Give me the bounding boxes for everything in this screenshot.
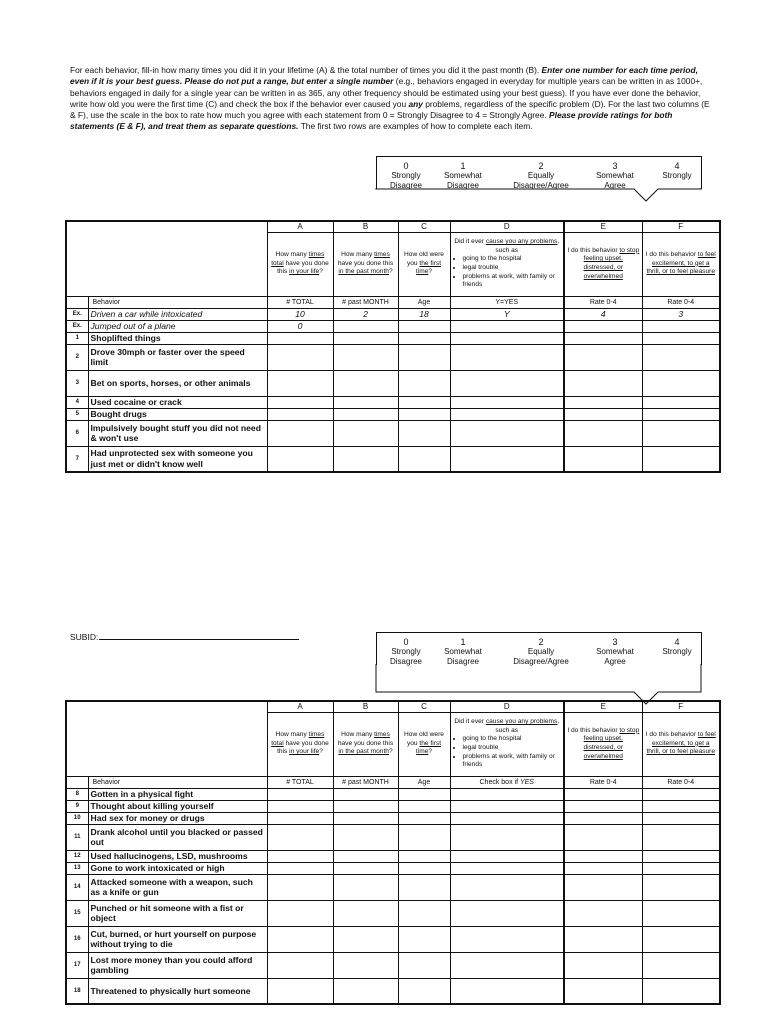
answer-cell-b[interactable] [333,344,398,370]
answer-cell-b[interactable] [333,788,398,800]
table-row [66,926,720,952]
table-row [66,420,720,446]
answer-cell-f[interactable] [642,978,720,1004]
scale-item-0: 0 Strongly Disagree [389,637,422,666]
table-row [66,900,720,926]
subhead-d: Check box if YES [450,776,564,788]
answer-cell-f[interactable] [642,396,720,408]
answer-cell-f[interactable] [642,926,720,952]
answer-cell-d[interactable] [450,850,564,862]
header-blank-cell [66,221,267,296]
answer-cell-c[interactable] [398,952,450,978]
answer-cell-d[interactable] [450,332,564,344]
row-number: 4 [66,396,88,408]
subid-input-line[interactable] [99,630,299,640]
example-row [66,308,720,320]
subhead-f: Rate 0-4 [642,776,720,788]
answer-cell-b[interactable] [333,850,398,862]
answer-cell-d[interactable] [450,812,564,824]
subhead-a: # TOTAL [267,776,333,788]
subid-field [70,630,299,642]
row-number: 9 [66,800,88,812]
answer-cell-e[interactable] [564,344,642,370]
instructions-paragraph [70,65,710,133]
answer-cell-b[interactable] [333,824,398,850]
row-number: 7 [66,446,88,472]
row-number: 17 [66,952,88,978]
answer-cell-e[interactable] [564,408,642,420]
behavior-label: Had unprotected sex with someone you just met or didn't know well [88,446,267,472]
table-row [66,396,720,408]
answer-cell-f[interactable] [642,420,720,446]
table-row [66,874,720,900]
answer-cell-d[interactable] [450,396,564,408]
answer-cell-a[interactable] [267,332,333,344]
answer-cell-f[interactable] [642,800,720,812]
answer-cell-d[interactable] [450,926,564,952]
answer-cell-b[interactable] [333,420,398,446]
answer-cell-a[interactable] [267,874,333,900]
answer-cell-a[interactable] [267,788,333,800]
table-row [66,800,720,812]
subhead-f: Rate 0-4 [642,296,720,308]
answer-cell-a[interactable] [267,926,333,952]
answer-cell-c [398,320,450,332]
answer-cell-c[interactable] [398,978,450,1004]
table-row [66,446,720,472]
answer-cell-c[interactable] [398,824,450,850]
col-b-description: How many times have you done this in the past month? [333,232,398,296]
answer-cell-b: 2 [333,308,398,320]
behavior-label: Thought about killing yourself [88,800,267,812]
col-letter-a: A [267,701,333,712]
answer-cell-e[interactable] [564,396,642,408]
answer-cell-f[interactable] [642,408,720,420]
behavior-label: Shoplifted things [88,332,267,344]
answer-cell-c[interactable] [398,812,450,824]
row-number: 8 [66,788,88,800]
answer-cell-e[interactable] [564,850,642,862]
answer-cell-c[interactable] [398,850,450,862]
answer-cell-f[interactable] [642,862,720,874]
answer-cell-f[interactable] [642,446,720,472]
header-blank-cell [66,701,267,776]
answer-cell-b[interactable] [333,952,398,978]
col-letter-c: C [398,701,450,712]
answer-cell-a[interactable] [267,396,333,408]
behavior-label: Driven a car while intoxicated [88,308,267,320]
scale-item-0: 0 Strongly Disagree [389,161,422,190]
answer-cell-a[interactable] [267,344,333,370]
answer-cell-e[interactable] [564,862,642,874]
answer-cell-b[interactable] [333,408,398,420]
answer-cell-b[interactable] [333,332,398,344]
answer-cell-d [450,320,564,332]
answer-cell-e[interactable] [564,874,642,900]
answer-cell-c[interactable] [398,862,450,874]
answer-cell-e[interactable] [564,978,642,1004]
answer-cell-c[interactable] [398,408,450,420]
answer-cell-b[interactable] [333,800,398,812]
table-row [66,824,720,850]
answer-cell-f[interactable] [642,824,720,850]
answer-cell-a[interactable] [267,446,333,472]
row-number: 5 [66,408,88,420]
scale-item-3: 3 Somewhat Agree [596,161,634,190]
answer-cell-e[interactable] [564,926,642,952]
subhead-e: Rate 0-4 [564,776,642,788]
table-row [66,408,720,420]
answer-cell-c[interactable] [398,344,450,370]
subhead-c: Age [398,296,450,308]
subhead-b: # past MONTH [333,776,398,788]
answer-cell-c[interactable] [398,370,450,396]
answer-cell-d[interactable] [450,408,564,420]
instructions-text-3: problems, regardless of the specific problem (D). For the last two columns (E & F), use the scale in the box to rate how much you agree with each statement from 0 = Strongly Disagree to 4 = Strongly Agree. [70,98,710,121]
behavior-label: Lost more money than you could afford gambling [88,952,267,978]
answer-cell-a[interactable] [267,420,333,446]
answer-cell-c[interactable] [398,420,450,446]
answer-cell-e[interactable] [564,370,642,396]
col-d-description: Did it ever cause you any problems, such as • going to the hospital • legal trouble • problems at work, with family or friends [450,232,564,296]
table-row [66,952,720,978]
answer-cell-d[interactable] [450,862,564,874]
answer-cell-f[interactable] [642,874,720,900]
col-f-description: I do this behavior to feel excitement, to get a thrill, or to feel pleasure [642,232,720,296]
answer-cell-f: 3 [642,308,720,320]
col-letter-b: B [333,701,398,712]
instructions-bold-2: any [408,98,423,109]
answer-cell-b[interactable] [333,862,398,874]
behavior-label: Jumped out of a plane [88,320,267,332]
answer-cell-d[interactable] [450,824,564,850]
table-row [66,344,720,370]
answer-cell-d: Y [450,308,564,320]
scale-item-3: 3 Somewhat Agree [596,637,634,666]
scale-item-4: 4 Strongly [662,161,692,180]
col-c-description: How old were you the first time? [398,232,450,296]
behavior-label: Attacked someone with a weapon, such as a knife or gun [88,874,267,900]
col-d-description: Did it ever cause you any problems, such as • going to the hospital • legal trouble • problems at work, with family or friends [450,712,564,776]
answer-cell-d[interactable] [450,420,564,446]
answer-cell-a[interactable] [267,850,333,862]
scale-item-2: 2 Equally Disagree/Agree [513,161,569,190]
col-b-description: How many times have you done this in the past month? [333,712,398,776]
answer-cell-a[interactable] [267,952,333,978]
row-number: 14 [66,874,88,900]
scale-item-2: 2 Equally Disagree/Agree [513,637,569,666]
answer-cell-c[interactable] [398,788,450,800]
example-row [66,320,720,332]
behavior-label: Drank alcohol until you blacked or passed out [88,824,267,850]
answer-cell-c[interactable] [398,874,450,900]
behavior-label: Had sex for money or drugs [88,812,267,824]
scale-item-1: 1 Somewhat Disagree [444,161,482,190]
col-f-description: I do this behavior to feel excitement, to get a thrill, or to feel pleasure [642,712,720,776]
table-row [66,332,720,344]
answer-cell-b[interactable] [333,874,398,900]
answer-cell-f[interactable] [642,344,720,370]
table-row [66,788,720,800]
behavior-label: Threatened to physically hurt someone [88,978,267,1004]
col-c-description: How old were you the first time? [398,712,450,776]
answer-cell-b[interactable] [333,978,398,1004]
answer-cell-e[interactable] [564,812,642,824]
rating-scale-box-2 [376,632,702,665]
row-number: 1 [66,332,88,344]
table-row [66,862,720,874]
behavior-label: Drove 30mph or faster over the speed limit [88,344,267,370]
row-number: 15 [66,900,88,926]
col-letter-f: F [642,701,720,712]
col-letter-d: D [450,221,564,232]
subhead-c: Age [398,776,450,788]
answer-cell-c[interactable] [398,446,450,472]
answer-cell-f[interactable] [642,788,720,800]
behavior-label: Cut, burned, or hurt yourself on purpose without trying to die [88,926,267,952]
instructions-text-4: The first two rows are examples of how to complete each item. [298,121,533,132]
answer-cell-f[interactable] [642,332,720,344]
table-row [66,812,720,824]
answer-cell-b[interactable] [333,370,398,396]
questionnaire-table-1 [65,220,721,473]
answer-cell-b[interactable] [333,900,398,926]
table-row [66,978,720,1004]
answer-cell-e[interactable] [564,446,642,472]
col-e-description: I do this behavior to stop feeling upset, distressed, or overwhelmed [564,712,642,776]
instructions-bold-3: Please provide ratings for both statements (E & F), and treat them as separate questions. [70,110,673,132]
row-number: 3 [66,370,88,396]
answer-cell-e: 4 [564,308,642,320]
answer-cell-a[interactable] [267,408,333,420]
answer-cell-c[interactable] [398,332,450,344]
row-number: 10 [66,812,88,824]
answer-cell-f[interactable] [642,812,720,824]
behavior-label: Bought drugs [88,408,267,420]
col-letter-e: E [564,221,642,232]
answer-cell-d[interactable] [450,370,564,396]
answer-cell-b[interactable] [333,812,398,824]
col-letter-d: D [450,701,564,712]
answer-cell-b [333,320,398,332]
questionnaire-table-2 [65,700,721,1005]
answer-cell-c[interactable] [398,396,450,408]
behavior-column-label: Behavior [88,776,267,788]
col-letter-b: B [333,221,398,232]
answer-cell-a[interactable] [267,862,333,874]
behavior-column-label: Behavior [88,296,267,308]
answer-cell-a: 0 [267,320,333,332]
answer-cell-f[interactable] [642,952,720,978]
answer-cell-d[interactable] [450,446,564,472]
answer-cell-a: 10 [267,308,333,320]
answer-cell-d[interactable] [450,900,564,926]
scale-item-1: 1 Somewhat Disagree [444,637,482,666]
scale-item-4: 4 Strongly [662,637,692,656]
answer-cell-d[interactable] [450,344,564,370]
answer-cell-a[interactable] [267,370,333,396]
row-number: 16 [66,926,88,952]
answer-cell-f [642,320,720,332]
answer-cell-e[interactable] [564,788,642,800]
row-number: 18 [66,978,88,1004]
answer-cell-a[interactable] [267,812,333,824]
table-row [66,850,720,862]
answer-cell-d[interactable] [450,978,564,1004]
behavior-label: Used hallucinogens, LSD, mushrooms [88,850,267,862]
row-number: 11 [66,824,88,850]
answer-cell-a[interactable] [267,824,333,850]
answer-cell-c[interactable] [398,800,450,812]
col-letter-a: A [267,221,333,232]
answer-cell-a[interactable] [267,978,333,1004]
behavior-label: Gotten in a physical fight [88,788,267,800]
col-letter-c: C [398,221,450,232]
subhead-a: # TOTAL [267,296,333,308]
answer-cell-f[interactable] [642,900,720,926]
answer-cell-e[interactable] [564,332,642,344]
answer-cell-e[interactable] [564,800,642,812]
answer-cell-e[interactable] [564,420,642,446]
row-number: 6 [66,420,88,446]
instructions-text-1: For each behavior, fill-in how many times you did it in your lifetime (A) & the total number of times you did it the past month (B). [70,65,542,75]
col-e-description: I do this behavior to stop feeling upset, distressed, or overwhelmed [564,232,642,296]
col-a-description: How many times total have you done this in your life? [267,232,333,296]
behavior-label: Gone to work intoxicated or high [88,862,267,874]
col-letter-f: F [642,221,720,232]
answer-cell-e[interactable] [564,824,642,850]
subid-label: SUBID: [70,632,99,642]
table-row [66,370,720,396]
row-number: 2 [66,344,88,370]
row-number: Ex. [66,308,88,320]
answer-cell-d[interactable] [450,800,564,812]
answer-cell-f[interactable] [642,370,720,396]
answer-cell-d[interactable] [450,874,564,900]
answer-cell-c[interactable] [398,926,450,952]
subhead-b: # past MONTH [333,296,398,308]
instructions-text-2: (e.g., behaviors engaged in everyday for multiple years can be written in as 1000+, behaviors engaged in daily for a single year can be written in as 365, any other frequency should be estimated using your best guess). If you have ever done the behavior, write how old you were the first time (C) and check the box if the behavior ever caused you [70,76,703,109]
answer-cell-e [564,320,642,332]
answer-cell-a[interactable] [267,800,333,812]
answer-cell-f[interactable] [642,850,720,862]
answer-cell-e[interactable] [564,900,642,926]
answer-cell-b[interactable] [333,396,398,408]
behavior-label: Bet on sports, horses, or other animals [88,370,267,396]
subhead-d: Y=YES [450,296,564,308]
row-number: 13 [66,862,88,874]
col-a-description: How many times total have you done this in your life? [267,712,333,776]
answer-cell-e[interactable] [564,952,642,978]
instructions-bold-1: Enter one number for each time period, even if it is your best guess. Please do not put a range, but enter a single number [70,65,698,87]
behavior-label: Impulsively bought stuff you did not need & won't use [88,420,267,446]
answer-cell-d[interactable] [450,788,564,800]
behavior-label: Used cocaine or crack [88,396,267,408]
row-number: Ex. [66,320,88,332]
behavior-label: Punched or hit someone with a fist or object [88,900,267,926]
subhead-e: Rate 0-4 [564,296,642,308]
row-number: 12 [66,850,88,862]
rating-scale-box [376,156,702,189]
answer-cell-c: 18 [398,308,450,320]
col-letter-e: E [564,701,642,712]
answer-cell-c[interactable] [398,900,450,926]
answer-cell-b[interactable] [333,926,398,952]
answer-cell-a[interactable] [267,900,333,926]
answer-cell-b[interactable] [333,446,398,472]
answer-cell-d[interactable] [450,952,564,978]
